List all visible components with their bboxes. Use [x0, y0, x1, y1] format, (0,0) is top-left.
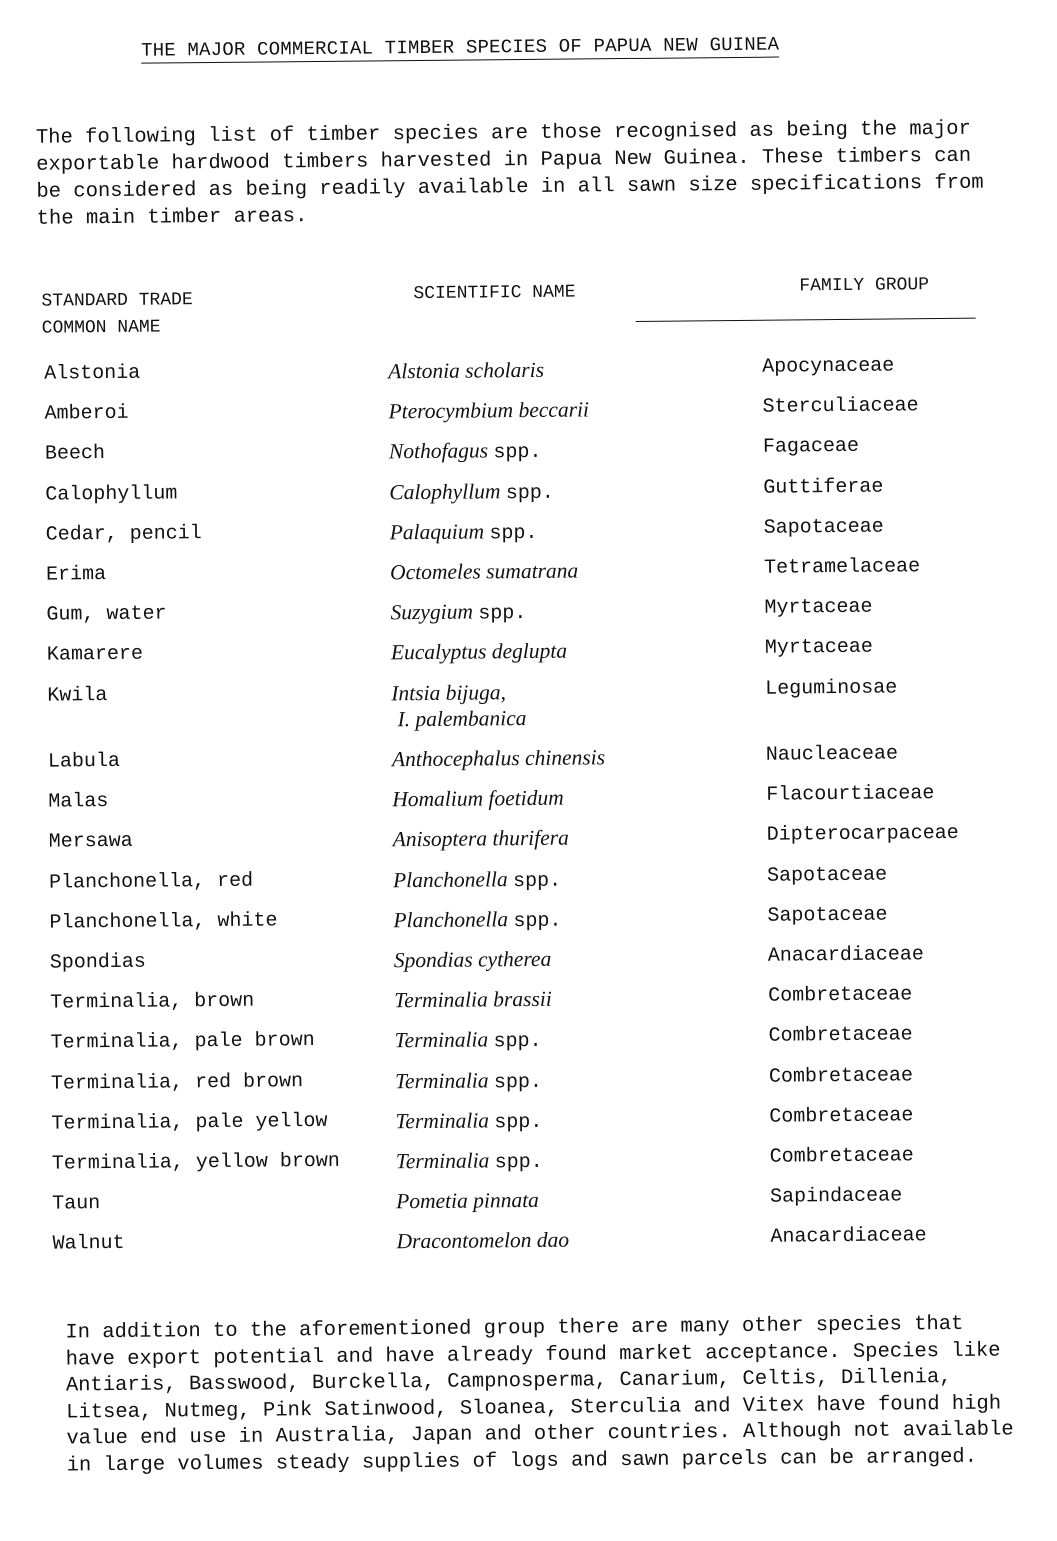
scientific-name-text: Suzygium	[390, 599, 474, 625]
family-group-cell: Combretaceae	[768, 1023, 913, 1049]
scientific-name-cell	[389, 437, 542, 467]
scientific-name-text: Spondias cytherea	[393, 946, 552, 973]
scientific-name-line2: I. palembanica	[397, 705, 527, 731]
header-rule	[636, 318, 976, 322]
scientific-name-cell	[394, 946, 552, 974]
scientific-name-cell	[390, 557, 578, 585]
scientific-name-cell	[390, 518, 538, 548]
common-name-cell: Malas	[48, 790, 109, 814]
common-name-cell: Gum, water	[46, 602, 167, 627]
scientific-name-cell	[393, 865, 561, 896]
header-family-group: FAMILY GROUP	[799, 275, 930, 297]
scientific-name-text: Planchonella	[392, 866, 508, 892]
family-group-cell: Sapotaceae	[766, 863, 888, 888]
scientific-name-cell	[391, 679, 526, 732]
species-abbrev: spp.	[513, 909, 562, 933]
common-name-cell: Calophyllum	[45, 481, 178, 507]
species-abbrev: spp.	[494, 1110, 543, 1135]
scientific-name-cell	[394, 1026, 541, 1056]
species-abbrev: spp.	[489, 521, 538, 546]
scientific-name-cell	[388, 357, 544, 384]
species-abbrev: spp.	[512, 869, 562, 893]
family-group-cell: Anacardiaceae	[770, 1224, 927, 1249]
header-common-line2: COMMON NAME	[41, 317, 161, 339]
common-name-cell: Terminalia, pale brown	[50, 1029, 315, 1055]
common-name-cell: Walnut	[52, 1232, 125, 1256]
family-group-cell: Myrtaceae	[764, 595, 873, 620]
scientific-name-cell	[393, 825, 569, 853]
family-group-cell: Flacourtiaceae	[766, 782, 935, 807]
scientific-name-text: Homalium foetidum	[392, 785, 564, 812]
header-scientific-name: SCIENTIFIC NAME	[413, 282, 576, 305]
family-group-cell: Myrtaceae	[764, 636, 874, 661]
species-abbrev: spp.	[478, 602, 527, 626]
scientific-name-text: Planchonella	[393, 906, 509, 933]
common-name-cell: Labula	[47, 749, 121, 774]
family-group-cell: Combretaceae	[769, 1144, 914, 1169]
scientific-name-cell	[388, 397, 589, 425]
family-group-cell: Naucleaceae	[765, 742, 899, 767]
common-name-cell: Planchonella, red	[48, 869, 254, 895]
family-group-cell: Dipterocarpaceae	[766, 822, 959, 848]
scientific-name-text: Terminalia	[395, 1148, 490, 1174]
common-name-cell: Alstonia	[44, 361, 141, 386]
common-name-cell: Kwila	[47, 683, 108, 708]
scientific-name-text: Terminalia	[394, 1067, 489, 1093]
scientific-name-text: Terminalia	[395, 1108, 490, 1133]
header-common-name	[41, 287, 193, 342]
scientific-name-text: Palaquium	[389, 519, 485, 545]
page-title: THE MAJOR COMMERCIAL TIMBER SPECIES OF PAPUA NEW GUINEA	[140, 33, 780, 62]
common-name-cell: Terminalia, pale yellow	[51, 1109, 328, 1136]
scientific-name-cell	[395, 1066, 542, 1096]
species-abbrev: spp.	[493, 441, 542, 465]
family-group-cell: Apocynaceae	[762, 354, 895, 379]
common-name-cell: Beech	[44, 442, 106, 467]
scientific-name-cell	[394, 986, 552, 1014]
scientific-name-cell	[396, 1227, 569, 1255]
family-group-cell: Sapotaceae	[763, 515, 884, 540]
species-abbrev: spp.	[493, 1030, 542, 1054]
scientific-name-text: Calophyllum	[389, 478, 501, 504]
scientific-name-cell	[396, 1147, 543, 1177]
family-group-cell: Anacardiaceae	[767, 943, 924, 968]
scientific-name-text: Intsia bijuga,	[391, 679, 507, 705]
family-group-cell: Sterculiaceae	[762, 394, 919, 419]
scientific-name-text: Dracontomelon dao	[396, 1227, 570, 1254]
scientific-name-cell	[390, 598, 526, 628]
scientific-name-text: Terminalia	[394, 1027, 489, 1053]
species-table	[0, 352, 1057, 1273]
scientific-name-cell	[392, 785, 564, 813]
common-name-cell: Kamarere	[46, 643, 144, 667]
scientific-name-text: Eucalyptus deglupta	[390, 638, 568, 665]
common-name-cell: Mersawa	[48, 830, 133, 854]
scientific-name-cell	[396, 1187, 539, 1214]
common-name-cell: Terminalia, red brown	[50, 1069, 304, 1096]
family-group-cell: Combretaceae	[769, 1104, 914, 1129]
species-abbrev: spp.	[494, 1150, 543, 1175]
scientific-name-cell	[393, 905, 561, 936]
species-abbrev: spp.	[505, 481, 554, 505]
scientific-name-text: Pterocymbium beccarii	[388, 397, 590, 424]
scientific-name-text: Anisoptera thurifera	[392, 825, 569, 852]
family-group-cell: Guttiferae	[763, 475, 884, 500]
family-group-cell: Sapindaceae	[770, 1184, 903, 1209]
common-name-cell: Erima	[46, 562, 107, 587]
scientific-name-cell	[395, 1107, 542, 1137]
table-row	[0, 673, 1057, 750]
family-group-cell: Sapotaceae	[767, 903, 888, 928]
scientific-name-text: Pometia pinnata	[396, 1187, 539, 1214]
closing-paragraph: In addition to the aforementioned group there are many other species that have export potential and have already found market acceptance. Species like Antiaris, Basswood, Burckella, Campnosperma, Canarium, Celtis, Dillenia, Litsea, Nutmeg, Pink Satinwood, Sloanea, Sterculia and Vitex have found high value end use in Australia, Japan and other countries. Although not available in large volumes steady supplies of logs and sawn parcels can be arranged.	[65, 1312, 1014, 1477]
family-group-cell: Fagaceae	[762, 435, 860, 460]
family-group-cell: Tetramelaceae	[763, 555, 921, 580]
common-name-cell: Amberoi	[44, 402, 129, 426]
scientific-name-cell	[392, 744, 605, 772]
scientific-name-text: Octomeles sumatrana	[389, 558, 579, 585]
common-name-cell: Taun	[52, 1192, 101, 1216]
common-name-cell: Planchonella, white	[49, 909, 278, 935]
family-group-cell: Combretaceae	[768, 1063, 914, 1089]
scientific-name-text: Terminalia brassii	[394, 986, 552, 1013]
common-name-cell: Spondias	[49, 950, 146, 975]
scientific-name-cell	[389, 477, 554, 508]
species-abbrev: spp.	[493, 1070, 543, 1094]
intro-paragraph: The following list of timber species are those recognised as being the major exportable hardwood timbers harvested in Papua New Guinea. These timbers can be considered as being readily available in all sawn size specifications from the main timber areas.	[35, 117, 984, 231]
family-group-cell: Leguminosae	[765, 675, 898, 701]
scientific-name-text: Anthocephalus chinensis	[391, 745, 606, 772]
common-name-cell: Cedar, pencil	[45, 521, 202, 547]
header-common-line1: STANDARD TRADE	[41, 290, 193, 312]
common-name-cell: Terminalia, brown	[50, 989, 255, 1015]
common-name-cell: Terminalia, yellow brown	[51, 1149, 340, 1176]
scientific-name-text: Nothofagus	[388, 438, 489, 464]
family-group-cell: Combretaceae	[768, 983, 913, 1008]
scientific-name-cell	[391, 638, 567, 666]
scientific-name-text: Alstonia scholaris	[388, 357, 545, 384]
